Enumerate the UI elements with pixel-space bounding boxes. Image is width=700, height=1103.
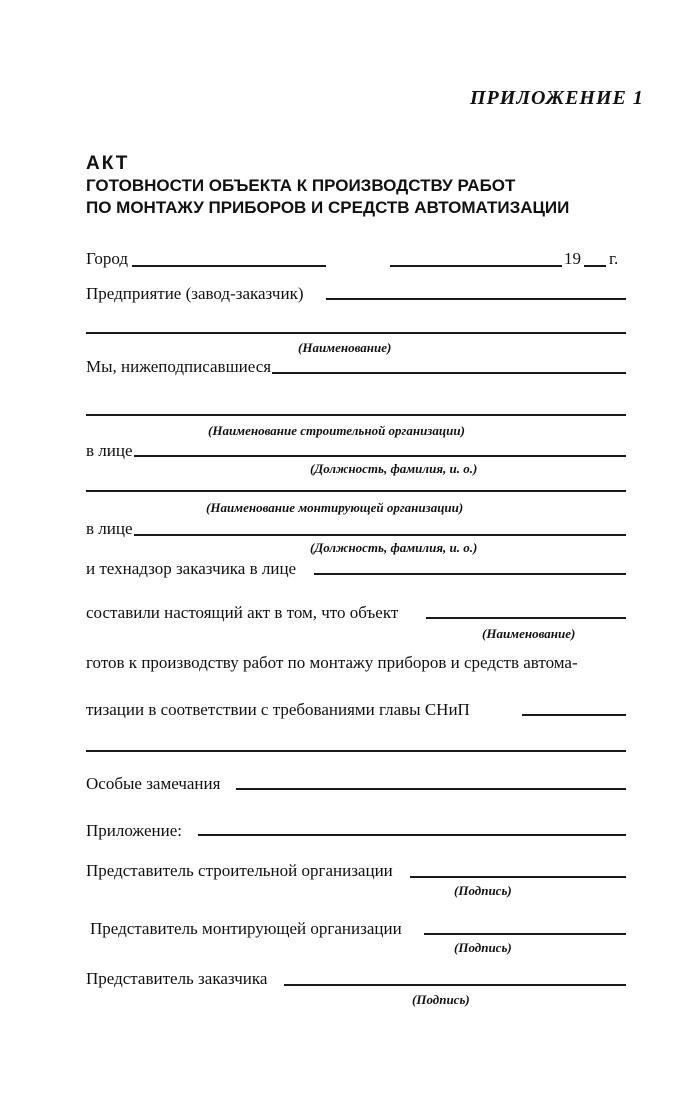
special-notes-label: Особые замечания [86, 774, 221, 793]
caption-name-2: (Наименование) [482, 626, 576, 641]
ready-text-line-1: готов к производству работ по монтажу приборов и средств автома- [86, 653, 578, 672]
rep-construction-label: Представитель строительной организации [86, 861, 393, 880]
caption-name-1: (Наименование) [298, 340, 392, 355]
caption-position-1: (Должность, фамилия, и. о.) [310, 461, 478, 476]
undersigned-field[interactable] [272, 372, 626, 374]
snip-chapter-field[interactable] [522, 714, 626, 716]
document-subtitle-line-1: ГОТОВНОСТИ ОБЪЕКТА К ПРОИЗВОДСТВУ РАБОТ [86, 176, 516, 195]
rep-customer-label: Представитель заказчика [86, 969, 268, 988]
city-label: Город [86, 249, 128, 268]
appendix-label: ПРИЛОЖЕНИЕ 1 [470, 87, 644, 109]
document-subtitle-line-2: ПО МОНТАЖУ ПРИБОРОВ И СРЕДСТВ АВТОМАТИЗАЦИИ [86, 198, 570, 217]
tech-supervision-label: и технадзор заказчика в лице [86, 559, 297, 578]
in-person-field-2[interactable] [134, 534, 626, 536]
enterprise-field-2[interactable] [86, 332, 626, 334]
year-field[interactable] [584, 265, 606, 267]
year-prefix: 19 [564, 249, 581, 268]
enterprise-label: Предприятие (завод-заказчик) [86, 284, 304, 303]
construction-org-field[interactable] [86, 414, 626, 416]
rep-installation-signature-field[interactable] [424, 933, 626, 935]
ready-text-line-2: тизации в соответствии с требованиями главы СНиП [86, 700, 470, 719]
in-person-label-1: в лице [86, 441, 133, 460]
tech-supervision-field[interactable] [314, 573, 626, 575]
snip-chapter-field-2[interactable] [86, 750, 626, 752]
caption-installation-org: (Наименование монтирующей организации) [206, 500, 464, 515]
compiled-label: составили настоящий акт в том, что объект [86, 603, 399, 622]
rep-construction-signature-field[interactable] [410, 876, 626, 878]
enterprise-field[interactable] [326, 298, 626, 300]
in-person-field-1[interactable] [134, 455, 626, 457]
caption-position-2: (Должность, фамилия, и. о.) [310, 540, 478, 555]
caption-construction-org: (Наименование строительной организации) [208, 423, 465, 438]
in-person-label-2: в лице [86, 519, 133, 538]
caption-signature-3: (Подпись) [412, 992, 470, 1007]
document-title: АКТ [86, 153, 130, 174]
rep-customer-signature-field[interactable] [284, 984, 626, 986]
year-suffix: г. [609, 249, 619, 268]
caption-signature-2: (Подпись) [454, 940, 512, 955]
attachment-label: Приложение: [86, 821, 182, 840]
special-notes-field[interactable] [236, 788, 626, 790]
caption-signature-1: (Подпись) [454, 883, 512, 898]
city-field[interactable] [132, 265, 326, 267]
undersigned-label: Мы, нижеподписавшиеся [86, 357, 272, 376]
installation-org-field[interactable] [86, 490, 626, 492]
rep-installation-label: Представитель монтирующей организации [90, 919, 402, 938]
date-field[interactable] [390, 265, 562, 267]
attachment-field[interactable] [198, 834, 626, 836]
object-field[interactable] [426, 617, 626, 619]
